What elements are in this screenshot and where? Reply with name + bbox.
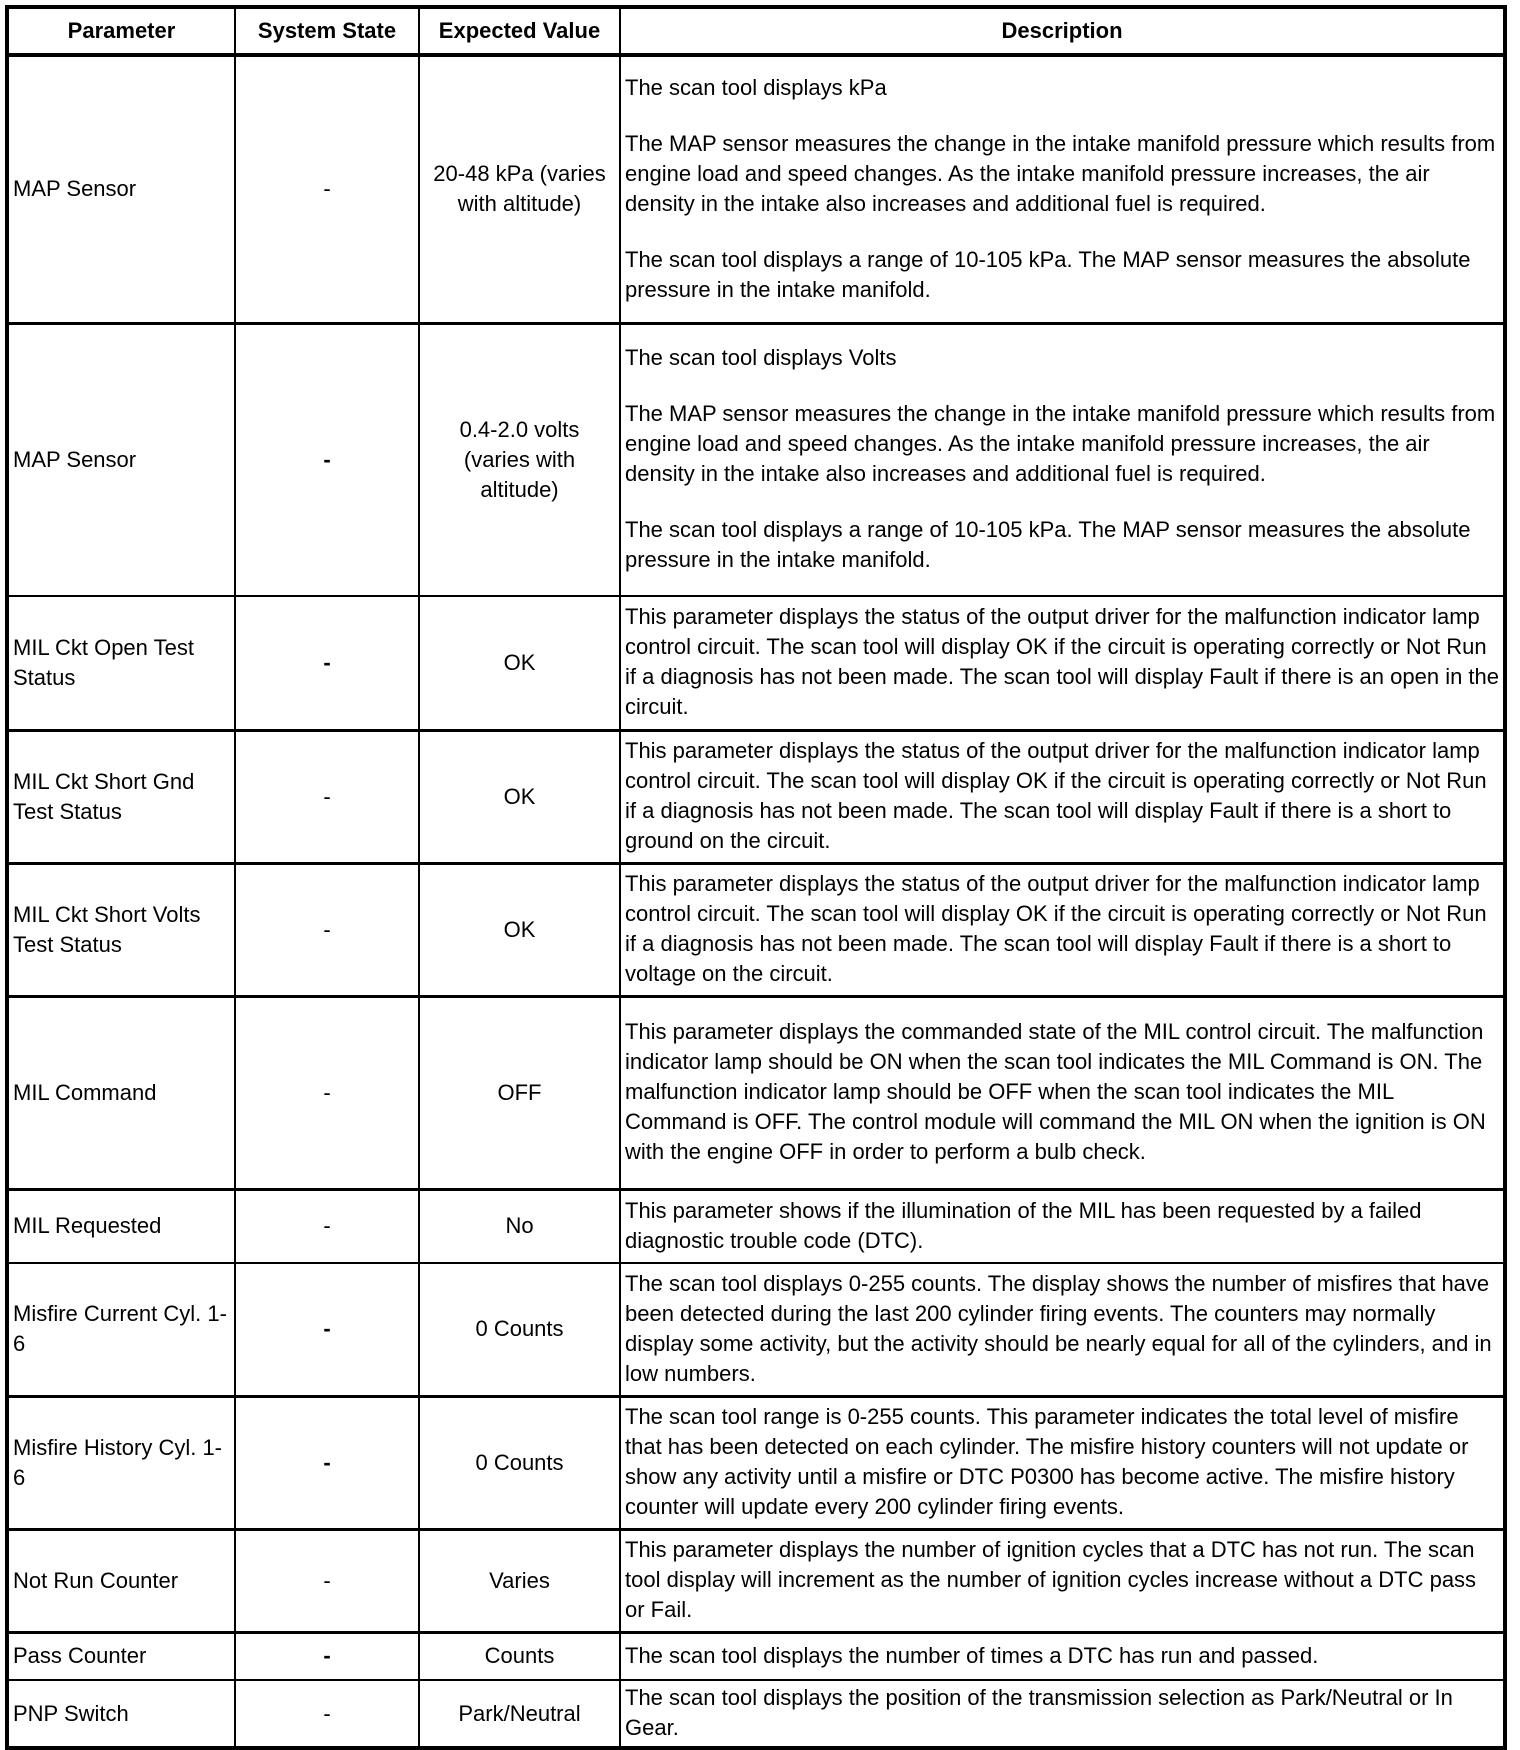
cell-expected-value: OFF [419,996,620,1189]
description-paragraph: The scan tool displays Volts [625,345,897,371]
table-row [7,1680,1505,1748]
cell-description [620,1396,1505,1529]
table-row [7,323,1505,596]
description-paragraph: The scan tool displays kPa [625,74,887,100]
cell-system-state: - [235,1263,419,1396]
cell-system-state: - [235,1189,419,1263]
parameter-table [5,5,1507,1750]
header-parameter: Parameter [7,7,235,55]
cell-parameter: PNP Switch [7,1680,235,1748]
cell-parameter: MIL Ckt Open Test Status [7,596,235,730]
table-row [7,1189,1505,1263]
cell-description [620,55,1505,323]
cell-parameter: MIL Requested [7,1189,235,1263]
description-paragraph: The MAP sensor measures the change in the intake manifold pressure which results from engine load and speed changes. As the intake manifold pressure increases, the air density in the intake also increases and additional fuel is required. [625,130,1496,216]
table-row [7,996,1505,1189]
table-row [7,730,1505,863]
table-header-row [7,7,1505,55]
description-paragraph: This parameter displays the status of the output driver for the malfunction indicator lamp control circuit. The scan tool will display OK if the circuit is operating correctly or Not Run if a diagnosis has not been made. The scan tool will display Fault if there is an open in the circuit. [625,604,1500,720]
cell-expected-value: OK [419,730,620,863]
description-paragraph: This parameter shows if the illumination of the MIL has been requested by a failed diagnostic trouble code (DTC). [625,1197,1422,1253]
cell-system-state: - [235,996,419,1189]
table-row [7,596,1505,730]
header-expected-value: Expected Value [419,7,620,55]
cell-system-state: - [235,596,419,730]
table-body [7,55,1505,1748]
cell-parameter: MIL Command [7,996,235,1189]
cell-system-state: - [235,863,419,996]
cell-description [620,1529,1505,1632]
cell-system-state: - [235,730,419,863]
cell-expected-value: OK [419,863,620,996]
description-paragraph: The scan tool displays a range of 10-105 kPa. The MAP sensor measures the absolute pressure in the intake manifold. [625,517,1471,573]
cell-expected-value: Park/Neutral [419,1680,620,1748]
description-paragraph: This parameter displays the status of the output driver for the malfunction indicator lamp control circuit. The scan tool will display OK if the circuit is operating correctly or Not Run if a diagnosis has not been made. The scan tool will display Fault if there is a short to voltage on the circuit. [625,871,1487,986]
description-paragraph: This parameter displays the status of the output driver for the malfunction indicator lamp control circuit. The scan tool will display OK if the circuit is operating correctly or Not Run if a diagnosis has not been made. The scan tool will display Fault if there is a short to ground on the circuit. [625,738,1487,853]
table-row [7,1529,1505,1632]
cell-parameter: Not Run Counter [7,1529,235,1632]
cell-description [620,1632,1505,1680]
description-paragraph: This parameter displays the commanded state of the MIL control circuit. The malfunction indicator lamp should be ON when the scan tool indicates the MIL Command is ON. The malfunction indicator lamp should be OFF when the scan tool indicates the MIL Command is OFF. The control module will command the MIL ON when the ignition is ON with the engine OFF in order to perform a bulb check. [625,1019,1486,1164]
cell-description [620,1680,1505,1748]
header-system-state: System State [235,7,419,55]
description-paragraph: The scan tool displays the number of times a DTC has run and passed. [625,1642,1319,1668]
cell-description [620,730,1505,863]
cell-description [620,1189,1505,1263]
cell-expected-value: Varies [419,1529,620,1632]
table-row [7,55,1505,323]
description-paragraph: The scan tool displays 0-255 counts. The display shows the number of misfires that have been detected during the last 200 cylinder firing events. The counters may normally display some activity, but the activity should be nearly equal for all of the cylinders, and in low numbers. [625,1270,1492,1386]
cell-system-state: - [235,1632,419,1680]
description-paragraph: The scan tool displays a range of 10-105 kPa. The MAP sensor measures the absolute pressure in the intake manifold. [625,246,1471,302]
description-paragraph: The MAP sensor measures the change in the intake manifold pressure which results from engine load and speed changes. As the intake manifold pressure increases, the air density in the intake also increases and additional fuel is required. [625,401,1496,487]
cell-description [620,1263,1505,1396]
description-paragraph: The scan tool displays the position of the transmission selection as Park/Neutral or In Gear. [625,1685,1453,1740]
header-description: Description [620,7,1505,55]
cell-system-state: - [235,1529,419,1632]
cell-parameter: MIL Ckt Short Volts Test Status [7,863,235,996]
cell-parameter: MAP Sensor [7,55,235,323]
cell-description [620,596,1505,730]
cell-system-state: - [235,1680,419,1748]
cell-expected-value: No [419,1189,620,1263]
cell-expected-value: OK [419,596,620,730]
cell-system-state: - [235,55,419,323]
cell-system-state: - [235,1396,419,1529]
cell-expected-value: Counts [419,1632,620,1680]
cell-description [620,863,1505,996]
cell-description [620,323,1505,596]
cell-parameter: Misfire History Cyl. 1-6 [7,1396,235,1529]
cell-parameter: MIL Ckt Short Gnd Test Status [7,730,235,863]
cell-expected-value: 20-48 kPa (varies with altitude) [419,55,620,323]
cell-parameter: MAP Sensor [7,323,235,596]
cell-expected-value: 0 Counts [419,1263,620,1396]
table-row [7,1396,1505,1529]
cell-description [620,996,1505,1189]
cell-expected-value: 0.4-2.0 volts (varies with altitude) [419,323,620,596]
description-paragraph: The scan tool range is 0-255 counts. This parameter indicates the total level of misfire that has been detected on each cylinder. The misfire history counters will not update or show any activity until a misfire or DTC P0300 has become active. The misfire history counter will update every 200 cylinder firing events. [625,1404,1469,1519]
cell-parameter: Misfire Current Cyl. 1-6 [7,1263,235,1396]
table-row [7,863,1505,996]
cell-expected-value: 0 Counts [419,1396,620,1529]
cell-parameter: Pass Counter [7,1632,235,1680]
cell-system-state: - [235,323,419,596]
table-row [7,1632,1505,1680]
description-paragraph: This parameter displays the number of ignition cycles that a DTC has not run. The scan tool display will increment as the number of ignition cycles increase without a DTC pass or Fail. [625,1537,1477,1622]
table-row [7,1263,1505,1396]
